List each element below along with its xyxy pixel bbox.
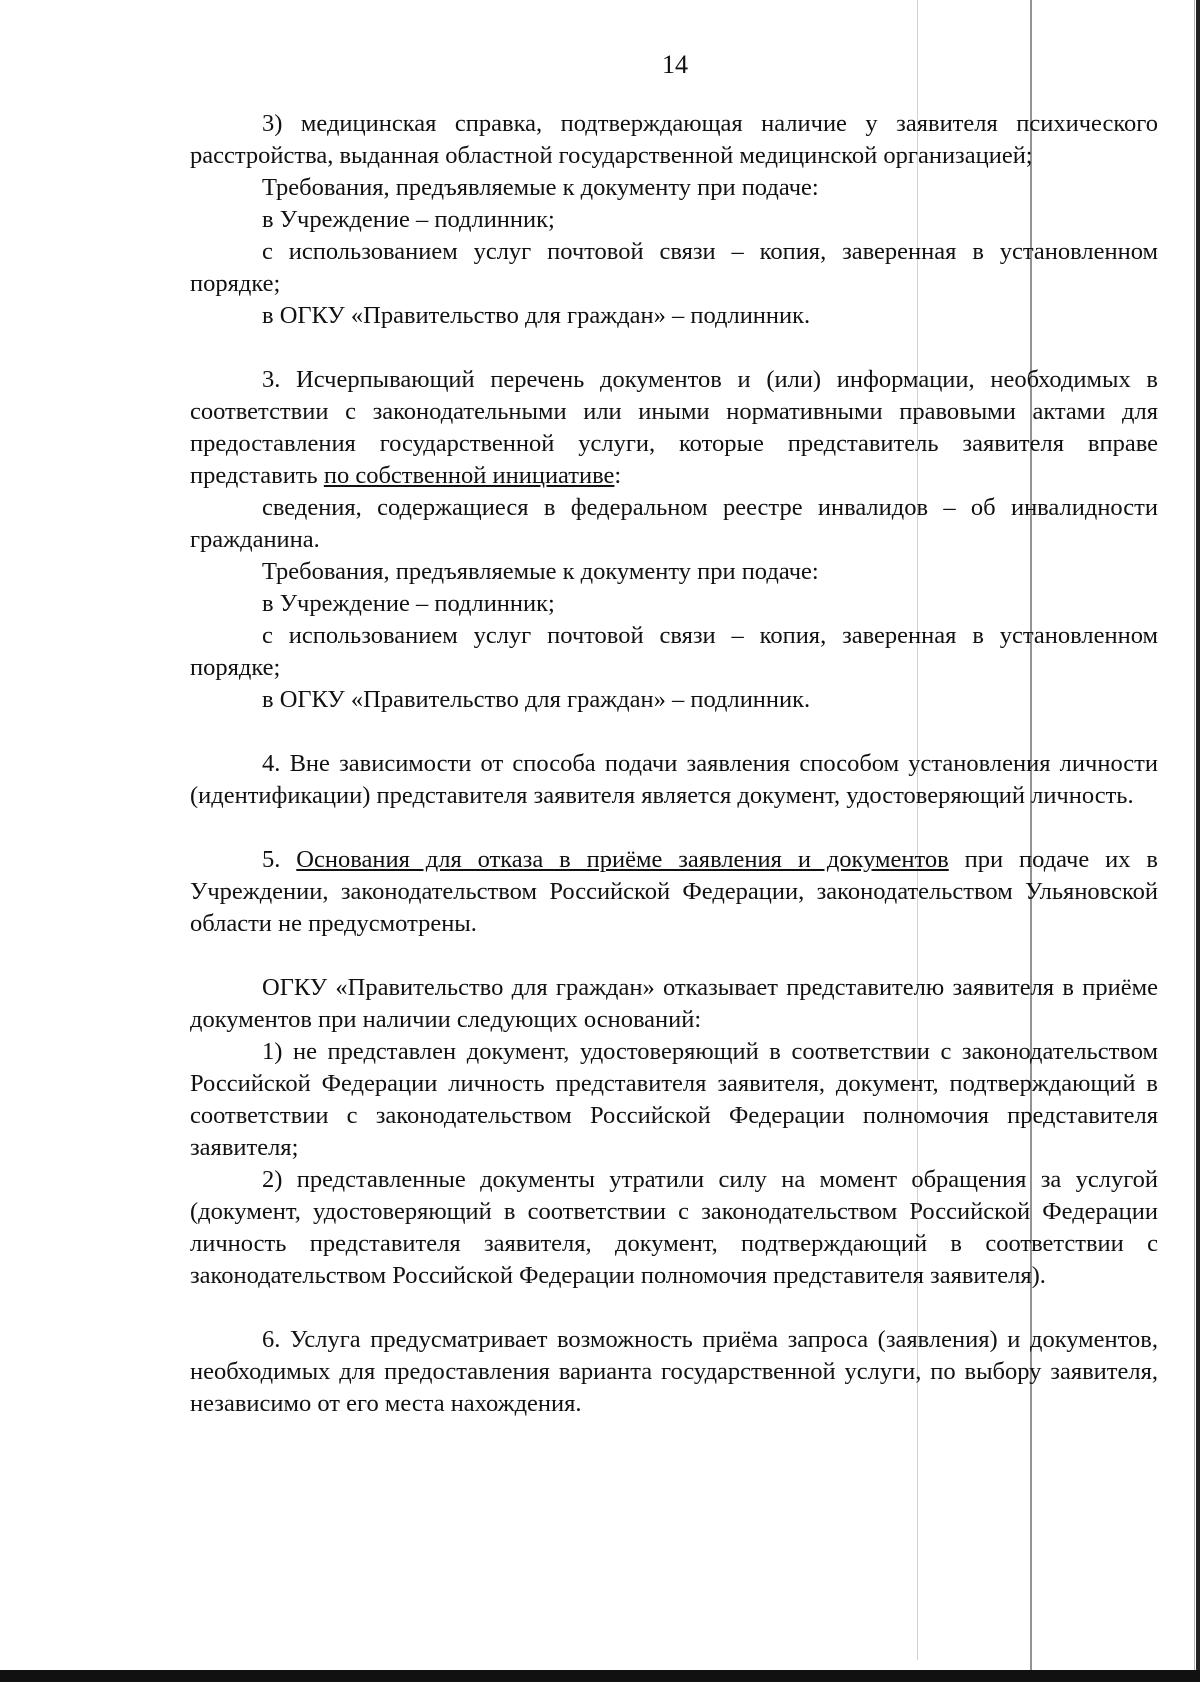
paragraph: 1) не представлен документ, удостоверяющий в соответствии с законодательством Российской Федерации личность представителя заявителя, документ, подтверждающий в соответствии с законодательством Российской Федерации полномочия представителя заявителя; [190,1038,1158,1161]
scan-artifact-line [1194,0,1195,1670]
paragraph: с использованием услуг почтовой связи – копия, заверенная в установленном порядке; [190,238,1158,297]
paragraph: 4. Вне зависимости от способа подачи заявления способом установления личности (идентификации) представителя заявителя является документ, удостоверяющий личность. [190,750,1158,809]
paragraph-gap [190,332,1158,364]
paragraph-gap [190,940,1158,972]
paragraph: ОГКУ «Правительство для граждан» отказывает представителю заявителя в приёме документов при наличии следующих оснований: [190,974,1158,1033]
paragraph: Требования, предъявляемые к документу при подаче: [262,174,819,201]
paragraph: с использованием услуг почтовой связи – копия, заверенная в установленном порядке; [190,622,1158,681]
paragraph: 2) представленные документы утратили силу на момент обращения за услугой (документ, удостоверяющий в соответствии с законодательством Российской Федерации личность представителя заявителя, документ, подтверждающий в соответствии с законодательством Российской Федерации полномочия представителя заявителя). [190,1166,1158,1289]
page-number: 14 [662,50,688,79]
text-run: 3. Исчерпывающий перечень документов и (или) информации, необходимых в соответствии с законодательными или иными нормативными правовыми актами для предоставления государственной услуги, которые представитель заявителя вправе представить [190,366,1158,489]
paragraph: в ОГКУ «Правительство для граждан» – подлинник. [262,302,811,329]
underlined-text: Основания для отказа в приёме заявления и документов [296,846,949,873]
scan-border-bottom [0,1670,1200,1682]
paragraph: в Учреждение – подлинник; [262,206,555,233]
underlined-text: по собственной инициативе [323,462,615,489]
scan-border-right [1196,0,1200,1682]
paragraph [190,844,1158,940]
paragraph-gap [190,1292,1158,1324]
document-body [190,108,1158,1420]
text-run: при подаче их в Учреждении, законодательством Российской Федерации, законодательством Ульяновской области не предусмотрены. [190,846,1158,937]
paragraph: 6. Услуга предусматривает возможность приёма запроса (заявления) и документов, необходимых для предоставления варианта государственной услуги, по выбору заявителя, независимо от его места нахождения. [190,1326,1158,1417]
paragraph-gap [190,716,1158,748]
text-run: : [614,462,622,489]
text-run: 5. [262,846,297,873]
paragraph: Требования, предъявляемые к документу при подаче: [262,558,819,585]
paragraph [190,364,1158,492]
paragraph: 3) медицинская справка, подтверждающая наличие у заявителя психического расстройства, выданная областной государственной медицинской организацией; [190,110,1158,169]
paragraph: в ОГКУ «Правительство для граждан» – подлинник. [262,686,811,713]
paragraph: сведения, содержащиеся в федеральном реестре инвалидов – об инвалидности гражданина. [190,494,1158,553]
paragraph: в Учреждение – подлинник; [262,590,555,617]
paragraph-gap [190,812,1158,844]
